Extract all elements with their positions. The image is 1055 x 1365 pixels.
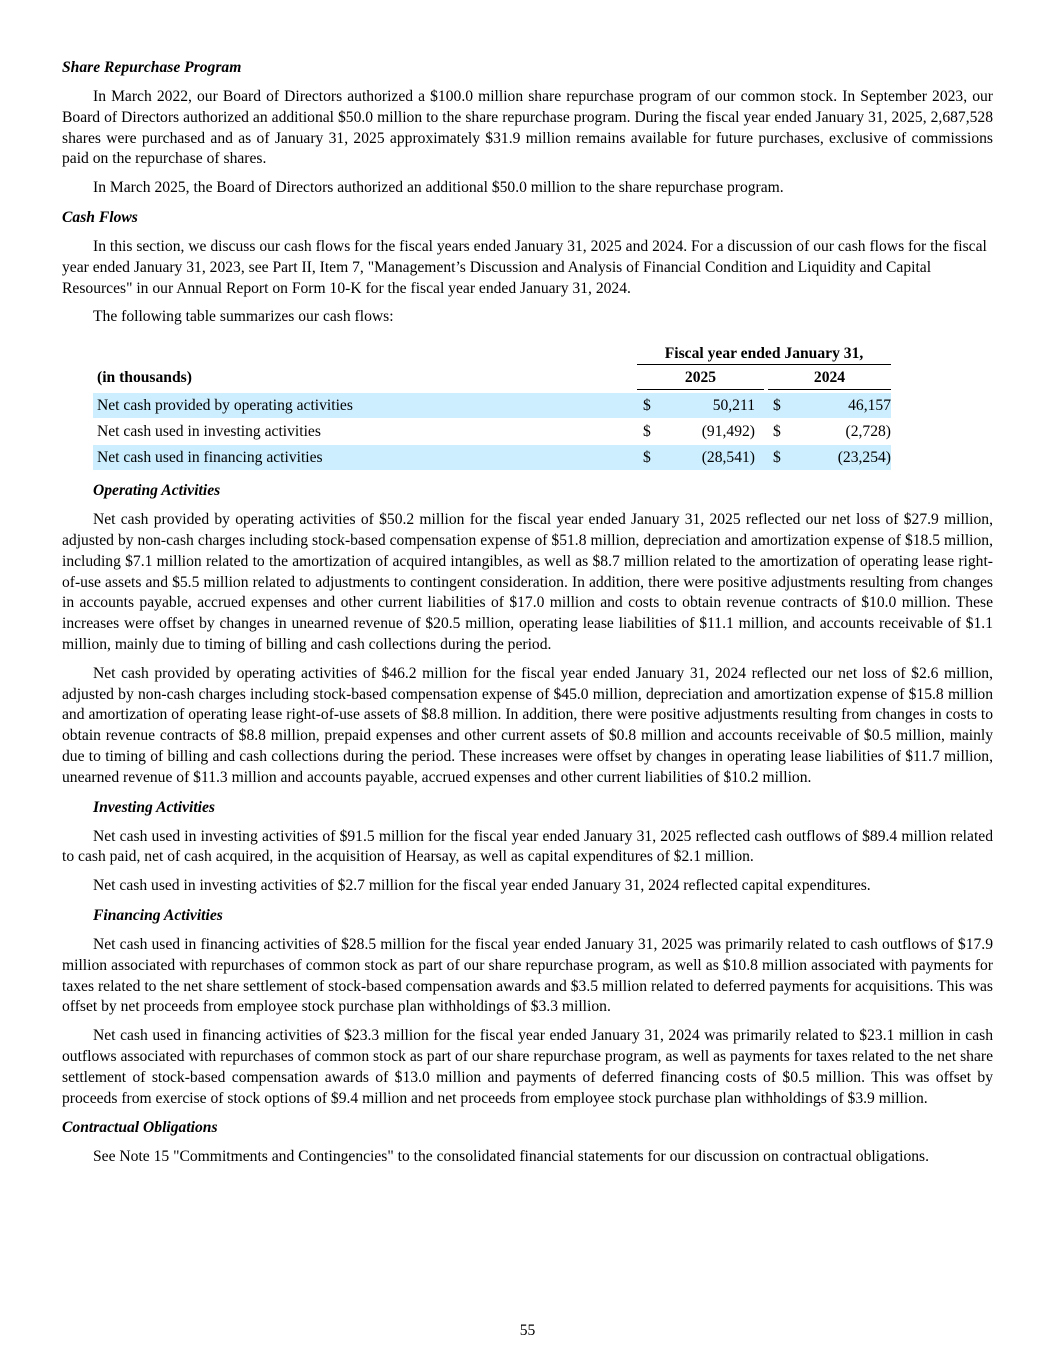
value-2025: (28,541)	[701, 449, 755, 467]
year-header-2025: 2025	[684, 369, 717, 387]
page-number: 55	[519, 1322, 536, 1339]
currency-symbol: $	[773, 449, 781, 467]
value-2024: 46,157	[848, 397, 891, 415]
table-row	[93, 445, 891, 470]
document-page	[62, 57, 993, 1176]
row-label: Net cash used in financing activities	[97, 449, 323, 467]
value-2025: (91,492)	[701, 423, 755, 441]
table-row	[93, 419, 891, 444]
currency-symbol: $	[773, 423, 781, 441]
year-rule-2025	[637, 389, 764, 390]
row-label: Net cash provided by operating activities	[97, 397, 353, 415]
cash-flows-paragraph-1: In this section, we discuss our cash flows for the fiscal years ended January 31, 2025 and 2024. For a discussion of our cash flows for the fiscal year ended January 31, 2023, see Part II, Item 7, "Management’s Discussion and Analysis of Financial Condition and Liquidity and Capital Resources" in our Annual Report on Form 10-K for the fiscal year ended January 31, 2024.	[62, 237, 987, 297]
fiscal-year-rule	[637, 364, 891, 365]
value-2025: 50,211	[712, 397, 755, 415]
share-repurchase-heading: Share Repurchase Program	[62, 59, 242, 76]
investing-paragraph-2: Net cash used in investing activities of $2.7 million for the fiscal year ended January 31, 2024 reflected capital expenditures.	[93, 877, 871, 895]
units-header: (in thousands)	[97, 369, 192, 387]
value-2024: (23,254)	[837, 449, 891, 467]
cash-flows-paragraph-2: The following table summarizes our cash flows:	[93, 308, 394, 326]
investing-activities-heading: Investing Activities	[93, 798, 216, 816]
investing-paragraph-1: Net cash used in investing activities of $91.5 million for the fiscal year ended January 31, 2025 reflected cash outflows of $89.4 million related to cash paid, net of cash acquired, in the acquisition of Hearsay, as well as capital expenditures of $2.1 million.	[62, 827, 993, 866]
operating-activities-heading: Operating Activities	[93, 482, 221, 500]
year-header-2024: 2024	[813, 369, 846, 387]
currency-symbol: $	[773, 397, 781, 415]
operating-paragraph-2: Net cash provided by operating activities of $46.2 million for the fiscal year ended January 31, 2024 reflected our net loss of $2.6 million, adjusted by non-cash charges including stock-based compensation expense of $45.0 million, depreciation and amortization expense of $15.8 million and amortization of operating lease right-of-use assets of $8.8 million. In addition, there were positive adjustments resulting from changes in costs to obtain revenue contracts of $8.8 million, prepaid expenses and other current assets of $0.8 million and accounts receivable of $0.5 million, mainly due to timing of billing and cash collections during the period. These increases were offset by changes in operating lease liabilities of $11.7 million, unearned revenue of $11.3 million and accounts payable, accrued expenses and other current liabilities of $10.2 million.	[62, 664, 993, 786]
contractual-obligations-heading: Contractual Obligations	[62, 1119, 218, 1137]
value-2024: (2,728)	[845, 423, 891, 441]
share-repurchase-paragraph-2: In March 2025, the Board of Directors authorized an additional $50.0 million to the share repurchase program.	[93, 179, 784, 197]
cash-flows-table	[62, 344, 993, 470]
financing-paragraph-2: Net cash used in financing activities of $23.3 million for the fiscal year ended January 31, 2024 was primarily related to $23.1 million in cash outflows associated with repurchases of common stock as part of our share repurchase program, as well as payments for taxes related to the net share settlement of stock-based compensation awards of $13.0 million and payments of deferred financing costs of $0.5 million. This was offset by proceeds from exercise of stock options of $9.4 million and net proceeds from employee stock purchase plan withholdings of $3.9 million.	[62, 1027, 993, 1107]
row-label: Net cash used in investing activities	[97, 423, 321, 441]
cash-flows-heading: Cash Flows	[62, 208, 138, 226]
table-row	[93, 393, 891, 418]
currency-symbol: $	[643, 397, 651, 415]
currency-symbol: $	[643, 423, 651, 441]
share-repurchase-paragraph-1: In March 2022, our Board of Directors authorized a $100.0 million share repurchase program of our common stock. In September 2023, our Board of Directors authorized an additional $50.0 million to the share repurchase program. During the fiscal year ended January 31, 2025, 2,687,528 shares were purchased and as of January 31, 2025 approximately $31.9 million remains available for future purchases, exclusive of commissions paid on the repurchase of shares.	[62, 88, 993, 168]
year-rule-2024	[768, 389, 891, 390]
financing-paragraph-1: Net cash used in financing activities of $28.5 million for the fiscal year ended January 31, 2025 was primarily related to cash outflows of $17.9 million associated with repurchases of common stock as part of our share repurchase program, as well as $10.8 million associated with payments for taxes related to the net share settlement of stock-based compensation awards and $3.5 million related to deferred payments for acquisitions. This was offset by net proceeds from employee stock purchase plan withholdings of $3.3 million.	[62, 935, 993, 1016]
currency-symbol: $	[643, 449, 651, 467]
contractual-paragraph-1: See Note 15 "Commitments and Contingencies" to the consolidated financial statements for our discussion on contractual obligations.	[93, 1148, 930, 1166]
operating-paragraph-1: Net cash provided by operating activities of $50.2 million for the fiscal year ended January 31, 2025 reflected our net loss of $27.9 million, adjusted by non-cash charges including stock-based compensation expense of $51.8 million, depreciation and amortization expense of $18.5 million, including $7.1 million related to the amortization of acquired intangibles, as well as $8.7 million related to the amortization of operating lease right-of-use assets and $5.5 million related to adjustments to contingent consideration. In addition, there were positive adjustments resulting from changes in accounts payable, accrued expenses and other current liabilities of $17.0 million and costs to obtain revenue contracts of $10.0 million. These increases were offset by changes in unearned revenue of $20.5 million, operating lease liabilities of $11.1 million, and accounts receivable of $1.1 million, mainly due to timing of billing and cash collections during the period.	[62, 511, 993, 653]
fiscal-year-header: Fiscal year ended January 31,	[664, 345, 864, 363]
financing-activities-heading: Financing Activities	[93, 906, 223, 924]
